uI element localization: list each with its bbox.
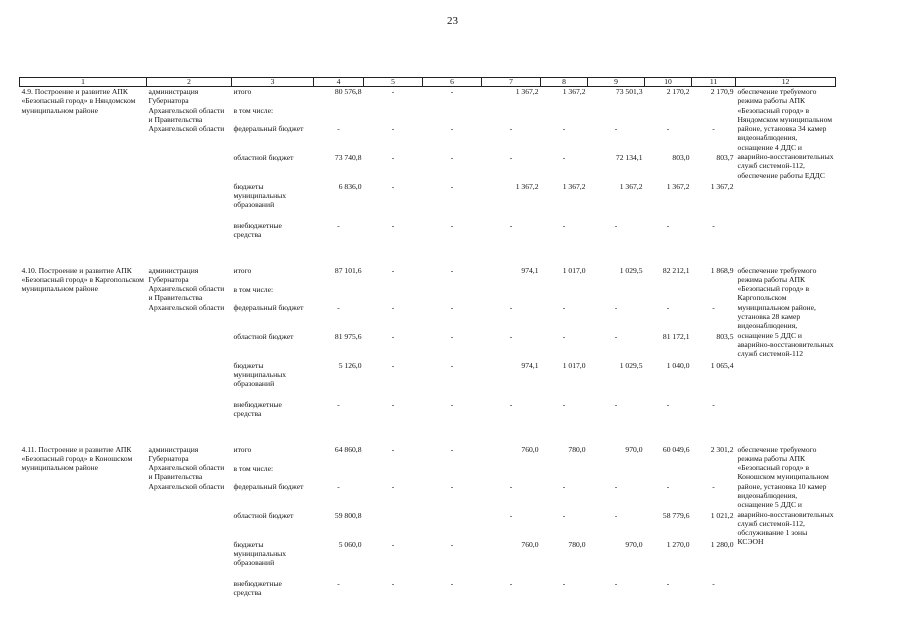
amount-cell — [588, 106, 645, 124]
amount-cell: 1 280,0 — [710, 539, 734, 549]
table-row — [20, 87, 836, 106]
block-separator — [20, 425, 836, 445]
amount-cell: - — [391, 444, 395, 454]
amount-cell: - — [450, 539, 454, 549]
amount-cell: 81 172,1 — [662, 331, 690, 341]
amount-cell: - — [391, 481, 395, 491]
amount-cell — [314, 106, 364, 124]
amount-cell: - — [562, 302, 566, 312]
amount-cell: - — [509, 510, 513, 520]
expected-result: обеспечение требуемого режима работы АПК «Безопасный город» в Каргопольском муниципальном районе, установка 28 камер видеонаблюдения, оснащение 5 ДДС и аварийно-восстановительных служб системой-112 — [737, 265, 834, 359]
funding-source-label: бюджеты муниципальных образований — [233, 360, 287, 389]
amount-cell: - — [450, 444, 454, 454]
funding-source-label: внебюджетные средства — [233, 399, 282, 418]
amount-cell — [364, 511, 423, 540]
amount-cell — [692, 464, 736, 482]
amount-cell: - — [666, 220, 670, 230]
funding-source-label: федеральный бюджет — [233, 302, 304, 312]
amount-cell: 2 170,2 — [666, 87, 690, 96]
amount-cell: 6 836,0 — [338, 181, 362, 191]
amount-cell — [588, 285, 645, 303]
page-number: 23 — [447, 15, 458, 27]
amount-cell: - — [614, 399, 618, 409]
amount-cell: 82 212,1 — [662, 265, 690, 275]
table-row — [20, 445, 836, 464]
amount-cell: 73 740,8 — [334, 152, 362, 162]
funding-source-label: внебюджетные средства — [233, 220, 282, 239]
amount-cell — [423, 106, 482, 124]
amount-cell: 2 301,2 — [710, 444, 734, 454]
amount-cell — [645, 464, 692, 482]
amount-cell: - — [712, 302, 715, 312]
expected-result: обеспечение требуемого режима работы АПК «Безопасный город» в Коношском муниципальном районе, установка 10 камер видеонаблюдения, оснащение 5 ДДС и аварийно-восстановительных служб системой-112, обслуживание 1 зоны КСЭОН — [737, 444, 834, 547]
amount-cell: - — [562, 220, 566, 230]
amount-cell: - — [562, 152, 566, 162]
amount-cell: 1 021,2 — [710, 510, 734, 520]
amount-cell: 970,0 — [625, 444, 643, 454]
amount-cell: 970,0 — [625, 539, 643, 549]
executor-cell: администрация Губернатора Архангельской области и Правительства Архангельской области — [148, 444, 225, 491]
header-row — [20, 78, 836, 87]
header-cell: 11 — [692, 78, 736, 87]
amount-cell: 1 868,9 — [710, 265, 734, 275]
amount-cell: - — [614, 331, 618, 341]
amount-cell — [482, 285, 541, 303]
separator-cell — [20, 425, 836, 445]
amount-cell: - — [391, 578, 395, 588]
amount-cell — [423, 464, 482, 482]
amount-cell: - — [509, 331, 513, 341]
amount-cell: 803,5 — [716, 331, 734, 341]
amount-cell: - — [712, 578, 715, 588]
amount-cell: - — [509, 399, 513, 409]
amount-cell: - — [391, 152, 395, 162]
amount-cell: - — [666, 123, 670, 133]
separator-cell — [20, 246, 836, 266]
funding-source-label: федеральный бюджет — [233, 123, 304, 133]
funding-source-label: бюджеты муниципальных образований — [233, 539, 287, 568]
amount-cell: - — [509, 123, 513, 133]
amount-cell: - — [450, 181, 454, 191]
amount-cell — [482, 464, 541, 482]
amount-cell: - — [450, 87, 454, 96]
measure-name: 4.9. Построение и развитие АПК «Безопасный город» в Няндомском муниципальном районе — [21, 87, 136, 115]
funding-source-label: итого — [233, 444, 252, 454]
amount-cell: 87 101,6 — [334, 265, 362, 275]
amount-cell: - — [614, 510, 618, 520]
amount-cell: 1 029,5 — [619, 360, 643, 370]
amount-cell: 803,7 — [716, 152, 734, 162]
header-cell: 9 — [588, 78, 645, 87]
amount-cell: - — [614, 123, 618, 133]
amount-cell — [423, 511, 482, 540]
funding-source-label: внебюджетные средства — [233, 578, 282, 597]
amount-cell: 2 170,9 — [710, 87, 734, 96]
amount-cell: 73 501,3 — [615, 87, 643, 96]
header-cell: 12 — [736, 78, 836, 87]
amount-cell — [364, 285, 423, 303]
block-separator — [20, 246, 836, 266]
amount-cell — [314, 285, 364, 303]
amount-cell: - — [450, 331, 454, 341]
funding-source-label: областной бюджет — [233, 152, 294, 162]
amount-cell: 60 049,6 — [662, 444, 690, 454]
amount-cell: - — [509, 481, 513, 491]
amount-cell: - — [391, 265, 395, 275]
funding-source-label: итого — [233, 265, 252, 275]
measure-name: 4.11. Построение и развитие АПК «Безопасный город» в Коношском муниципальном районе — [21, 444, 133, 473]
amount-cell: 974,1 — [521, 360, 539, 370]
amount-cell: 1 065,4 — [710, 360, 734, 370]
amount-cell: - — [614, 481, 618, 491]
amount-cell: 1 270,0 — [666, 539, 690, 549]
amount-cell: 974,1 — [521, 265, 539, 275]
amount-cell: - — [450, 302, 454, 312]
amount-cell: - — [712, 220, 715, 230]
amount-cell: 1 367,2 — [562, 181, 586, 191]
budget-table — [19, 77, 836, 604]
amount-cell — [645, 285, 692, 303]
amount-cell: - — [450, 360, 454, 370]
amount-cell: - — [391, 123, 395, 133]
amount-cell: 1 029,5 — [619, 265, 643, 275]
amount-cell: - — [666, 399, 670, 409]
amount-cell: - — [562, 331, 566, 341]
amount-cell: 1 367,2 — [710, 181, 734, 191]
header-cell: 4 — [314, 78, 364, 87]
amount-cell: - — [450, 152, 454, 162]
amount-cell: - — [337, 220, 340, 230]
amount-cell: - — [391, 360, 395, 370]
amount-cell: 1 367,2 — [666, 181, 690, 191]
amount-cell — [364, 464, 423, 482]
amount-cell — [541, 464, 588, 482]
amount-cell: - — [391, 331, 395, 341]
header-cell: 10 — [645, 78, 692, 87]
amount-cell: 1 367,2 — [515, 87, 539, 96]
amount-cell — [588, 464, 645, 482]
amount-cell: - — [509, 220, 513, 230]
measure-name: 4.10. Построение и развитие АПК «Безопасный город» в Каргопольском муниципальном районе — [21, 265, 144, 294]
header-cell: 3 — [232, 78, 314, 87]
amount-cell: 760,0 — [521, 444, 539, 454]
amount-cell: 1 017,0 — [562, 265, 586, 275]
amount-cell — [541, 106, 588, 124]
amount-cell: - — [562, 123, 566, 133]
amount-cell: - — [666, 578, 670, 588]
amount-cell: - — [337, 578, 340, 588]
amount-cell: - — [712, 123, 715, 133]
amount-cell: - — [391, 87, 395, 96]
expected-result: обеспечение требуемого режима работы АПК «Безопасный город» в Няндомском муниципальном районе, установка 34 камер видеонаблюдения, оснащение 4 ДДС и аварийно-восстановительных служб системой-112, обеспечение работы ЕДДС — [737, 87, 834, 180]
funding-source-label: в том числе: — [233, 284, 274, 294]
amount-cell: 1 367,2 — [562, 87, 586, 96]
amount-cell: - — [562, 399, 566, 409]
amount-cell: 1 017,0 — [562, 360, 586, 370]
amount-cell: 780,0 — [568, 444, 586, 454]
amount-cell: - — [562, 481, 566, 491]
header-cell: 6 — [423, 78, 482, 87]
amount-cell: 58 779,6 — [662, 510, 690, 520]
amount-cell: - — [450, 220, 454, 230]
table-body — [20, 87, 836, 604]
amount-cell: - — [614, 220, 618, 230]
header-cell: 2 — [147, 78, 232, 87]
executor-cell: администрация Губернатора Архангельской области и Правительства Архангельской области — [148, 87, 225, 134]
amount-cell: - — [562, 510, 566, 520]
amount-cell — [482, 106, 541, 124]
amount-cell: 64 860,8 — [334, 444, 362, 454]
header-cell: 5 — [364, 78, 423, 87]
amount-cell: - — [450, 399, 454, 409]
amount-cell: - — [666, 302, 670, 312]
funding-source-label: в том числе: — [233, 105, 274, 115]
amount-cell: 72 134,1 — [615, 152, 643, 162]
amount-cell: 81 975,6 — [334, 331, 362, 341]
amount-cell — [314, 464, 364, 482]
amount-cell: 1 040,0 — [666, 360, 690, 370]
amount-cell: - — [562, 578, 566, 588]
funding-source-label: областной бюджет — [233, 331, 294, 341]
amount-cell: - — [712, 481, 715, 491]
amount-cell: - — [509, 302, 513, 312]
amount-cell: 80 576,8 — [334, 87, 362, 96]
amount-cell: 760,0 — [521, 539, 539, 549]
funding-source-label: областной бюджет — [233, 510, 294, 520]
amount-cell: - — [509, 152, 513, 162]
funding-source-label: итого — [233, 87, 252, 96]
amount-cell: 1 367,2 — [515, 181, 539, 191]
amount-cell — [692, 285, 736, 303]
amount-cell: - — [450, 481, 454, 491]
amount-cell: - — [450, 578, 454, 588]
amount-cell: - — [337, 123, 340, 133]
amount-cell: - — [391, 302, 395, 312]
header-cell: 1 — [20, 78, 147, 87]
amount-cell: - — [391, 539, 395, 549]
funding-source-label: бюджеты муниципальных образований — [233, 181, 287, 210]
amount-cell: - — [614, 578, 618, 588]
amount-cell — [541, 285, 588, 303]
amount-cell: - — [391, 220, 395, 230]
amount-cell: 780,0 — [568, 539, 586, 549]
amount-cell — [692, 106, 736, 124]
amount-cell: - — [450, 123, 454, 133]
amount-cell: - — [337, 302, 340, 312]
amount-cell: - — [391, 181, 395, 191]
table-row — [20, 266, 836, 285]
amount-cell: - — [712, 399, 715, 409]
header-cell: 7 — [482, 78, 541, 87]
funding-source-label: в том числе: — [233, 463, 274, 473]
amount-cell: 59 800,8 — [334, 510, 362, 520]
amount-cell: - — [666, 481, 670, 491]
amount-cell: 1 367,2 — [619, 181, 643, 191]
amount-cell: - — [509, 578, 513, 588]
amount-cell: 803,0 — [672, 152, 690, 162]
amount-cell: 5 126,0 — [338, 360, 362, 370]
header-cell: 8 — [541, 78, 588, 87]
amount-cell: - — [450, 265, 454, 275]
amount-cell: 5 060,0 — [338, 539, 362, 549]
amount-cell — [645, 106, 692, 124]
amount-cell: - — [337, 481, 340, 491]
amount-cell: - — [391, 399, 395, 409]
funding-source-label: федеральный бюджет — [233, 481, 304, 491]
amount-cell: - — [337, 399, 340, 409]
amount-cell — [423, 285, 482, 303]
amount-cell — [364, 106, 423, 124]
amount-cell: - — [614, 302, 618, 312]
executor-cell: администрация Губернатора Архангельской области и Правительства Архангельской области — [148, 265, 225, 312]
